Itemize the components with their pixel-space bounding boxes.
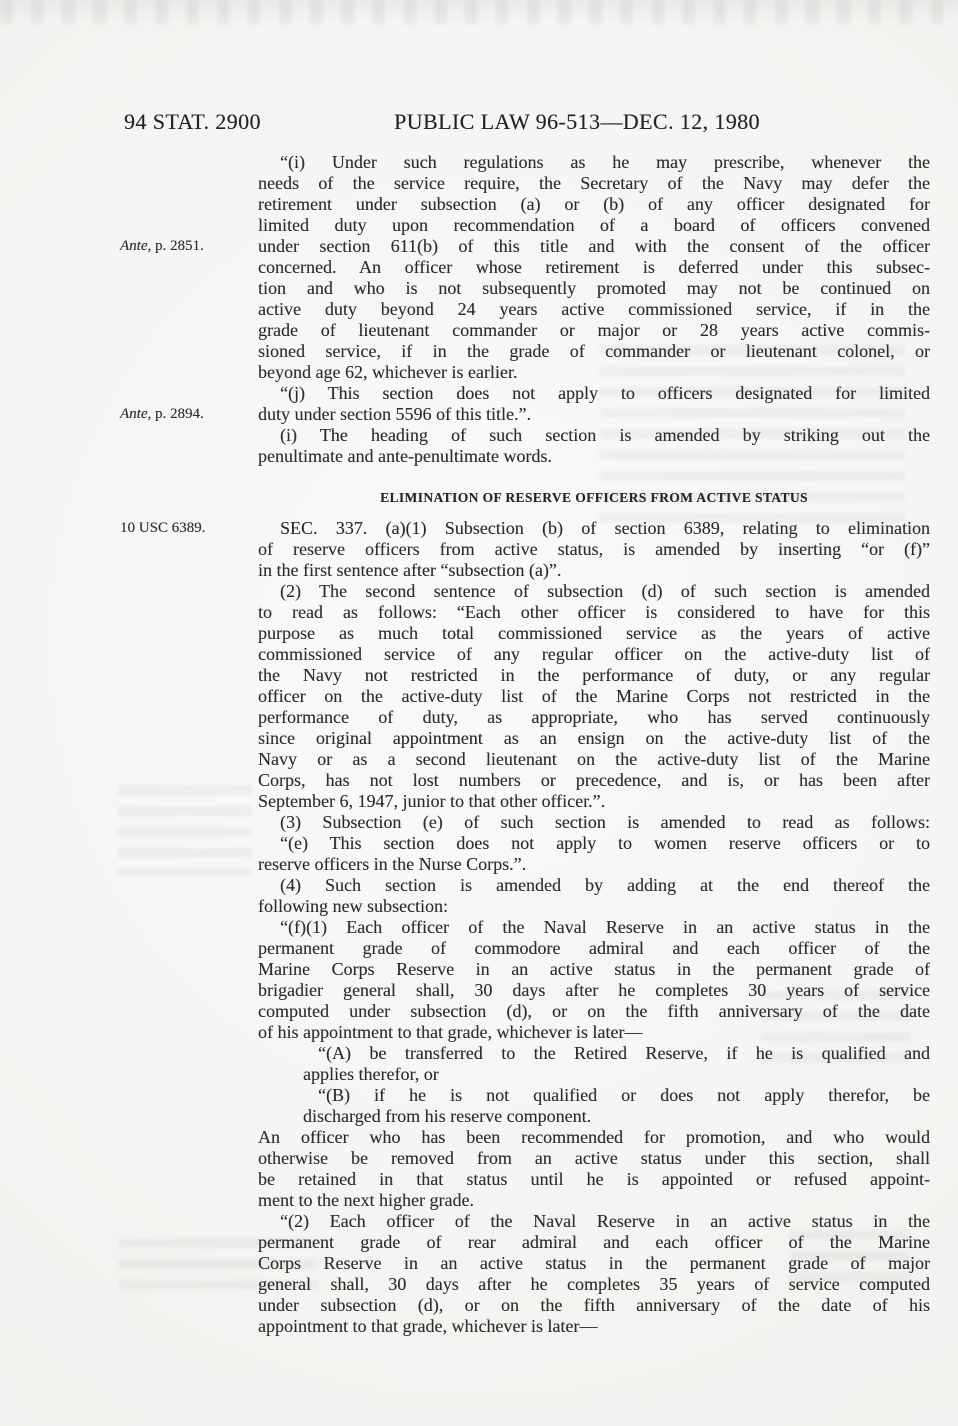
text-line: permanent grade of commodore admiral and each officer of the (258, 938, 930, 958)
margin-note: 10 USC 6389. (120, 520, 206, 536)
text-line: beyond age 62, whichever is earlier. (258, 362, 518, 382)
text-line: commissioned service of any regular officer on the active-duty list of (258, 644, 930, 664)
text-line: performance of duty, as appropriate, who has served continuously (258, 707, 930, 727)
text-line: SEC. 337. (a)(1) Subsection (b) of section 6389, relating to elimination (280, 518, 930, 538)
text-line: Corps Reserve in an active status in the permanent grade of major (258, 1253, 930, 1273)
text-line: appointment to that grade, whichever is later— (258, 1316, 598, 1336)
paragraph (258, 425, 930, 467)
text-line: brigadier general shall, 30 days after he completes 30 years of service (258, 980, 930, 1000)
text-line: “(B) if he is not qualified or does not apply therefor, be (318, 1085, 930, 1105)
text-line: sioned service, if in the grade of commander or lieutenant colonel, or (258, 341, 930, 361)
text-line: (3) Subsection (e) of such section is amended to read as follows: (280, 812, 930, 832)
text-line: purpose as much total commissioned service as the years of active (258, 623, 930, 643)
text-line: (4) Such section is amended by adding at the end thereof the (280, 875, 930, 895)
text-line: retirement under subsection (a) or (b) of any officer designated for (258, 194, 930, 214)
text-line: following new subsection: (258, 896, 448, 916)
text-line: (i) The heading of such section is amended by striking out the (280, 425, 930, 445)
paragraph (258, 875, 930, 917)
paragraph (120, 383, 930, 425)
text-line: “(A) be transferred to the Retired Reserve, if he is qualified and (318, 1043, 930, 1063)
paragraph (258, 581, 930, 812)
text-line: to read as follows: “Each other officer is considered to have for this (258, 602, 930, 622)
text-line: “(i) Under such regulations as he may prescribe, whenever the (280, 152, 930, 172)
text-line: officer on the active-duty list of the Marine Corps not restricted in the (258, 686, 930, 706)
text-line: concerned. An officer whose retirement is deferred under this subsec- (258, 257, 930, 277)
paragraph (258, 1211, 930, 1337)
text-line: tion and who is not subsequently promoted may not be continued on (258, 278, 930, 298)
running-head (0, 109, 958, 135)
text-line: otherwise be removed from an active status under this section, shall (258, 1148, 930, 1168)
stat-citation: 94 STAT. 2900 (124, 109, 261, 134)
text-line: ment to the next higher grade. (258, 1190, 474, 1210)
text-line: computed under subsection (d), or on the fifth anniversary of the date (258, 1001, 930, 1021)
text-line: permanent grade of rear admiral and each officer of the Marine (258, 1232, 930, 1252)
text-line: “(f)(1) Each officer of the Naval Reserve in an active status in the (280, 917, 930, 937)
law-title: PUBLIC LAW 96-513—DEC. 12, 1980 (394, 109, 760, 134)
text-line: in the first sentence after “subsection (a)”. (258, 560, 562, 580)
text-line: needs of the service require, the Secretary of the Navy may defer the (258, 173, 930, 193)
paragraph (258, 1043, 930, 1085)
text-line: September 6, 1947, junior to that other officer.”. (258, 791, 606, 811)
text-line: (2) The second sentence of subsection (d) of such section is amended (280, 581, 930, 601)
text-line: since original appointment as an ensign on the active-duty list of the (258, 728, 930, 748)
text-line: “(j) This section does not apply to officers designated for limited (280, 383, 930, 403)
bleedthrough-artifact (118, 785, 253, 875)
text-line: active duty beyond 24 years active commissioned service, if in the (258, 299, 930, 319)
paragraph (258, 1127, 930, 1211)
scan-edge-artifact (0, 0, 958, 24)
paragraph (120, 518, 930, 581)
text-line: be retained in that status until he is appointed or refused appoint- (258, 1169, 930, 1189)
text-line: discharged from his reserve component. (303, 1106, 592, 1126)
paragraph (120, 152, 930, 383)
text-line: general shall, 30 days after he completes 35 years of service computed (258, 1274, 930, 1294)
paragraph (258, 812, 930, 833)
text-line: applies therefor, or (303, 1064, 439, 1084)
text-line: limited duty upon recommendation of a board of officers convened (258, 215, 930, 235)
text-line: under subsection (d), or on the fifth anniversary of the date of his (258, 1295, 930, 1315)
text-line: the Navy not restricted in the performance of duty, or any regular (258, 665, 930, 685)
text-line: Marine Corps Reserve in an active status in the permanent grade of (258, 959, 930, 979)
text-line: Corps, has not lost numbers or precedence, and is, or has been after (258, 770, 930, 790)
text-line: under section 611(b) of this title and with the consent of the officer (258, 236, 930, 256)
text-line: duty under section 5596 of this title.”. (258, 404, 531, 424)
text-line: of reserve officers from active status, is amended by inserting “or (f)” (258, 539, 930, 559)
paragraph (258, 833, 930, 875)
margin-note: Ante, p. 2851. (120, 238, 204, 254)
paragraph (258, 1085, 930, 1127)
section-heading: ELIMINATION OF RESERVE OFFICERS FROM ACTIVE STATUS (380, 490, 808, 505)
text-line: “(e) This section does not apply to women reserve officers or to (280, 833, 930, 853)
text-line: reserve officers in the Nurse Corps.”. (258, 854, 527, 874)
text-line: “(2) Each officer of the Naval Reserve in an active status in the (280, 1211, 930, 1231)
text-line: An officer who has been recommended for promotion, and who would (258, 1127, 930, 1147)
text-line: penultimate and ante-penultimate words. (258, 446, 552, 466)
paragraph (258, 917, 930, 1043)
text-line: Navy or as a second lieutenant on the active-duty list of the Marine (258, 749, 930, 769)
text-line: grade of lieutenant commander or major or 28 years active commis- (258, 320, 930, 340)
margin-note: Ante, p. 2894. (120, 406, 204, 422)
body-column (120, 152, 930, 1337)
text-line: of his appointment to that grade, whichever is later— (258, 1022, 643, 1042)
